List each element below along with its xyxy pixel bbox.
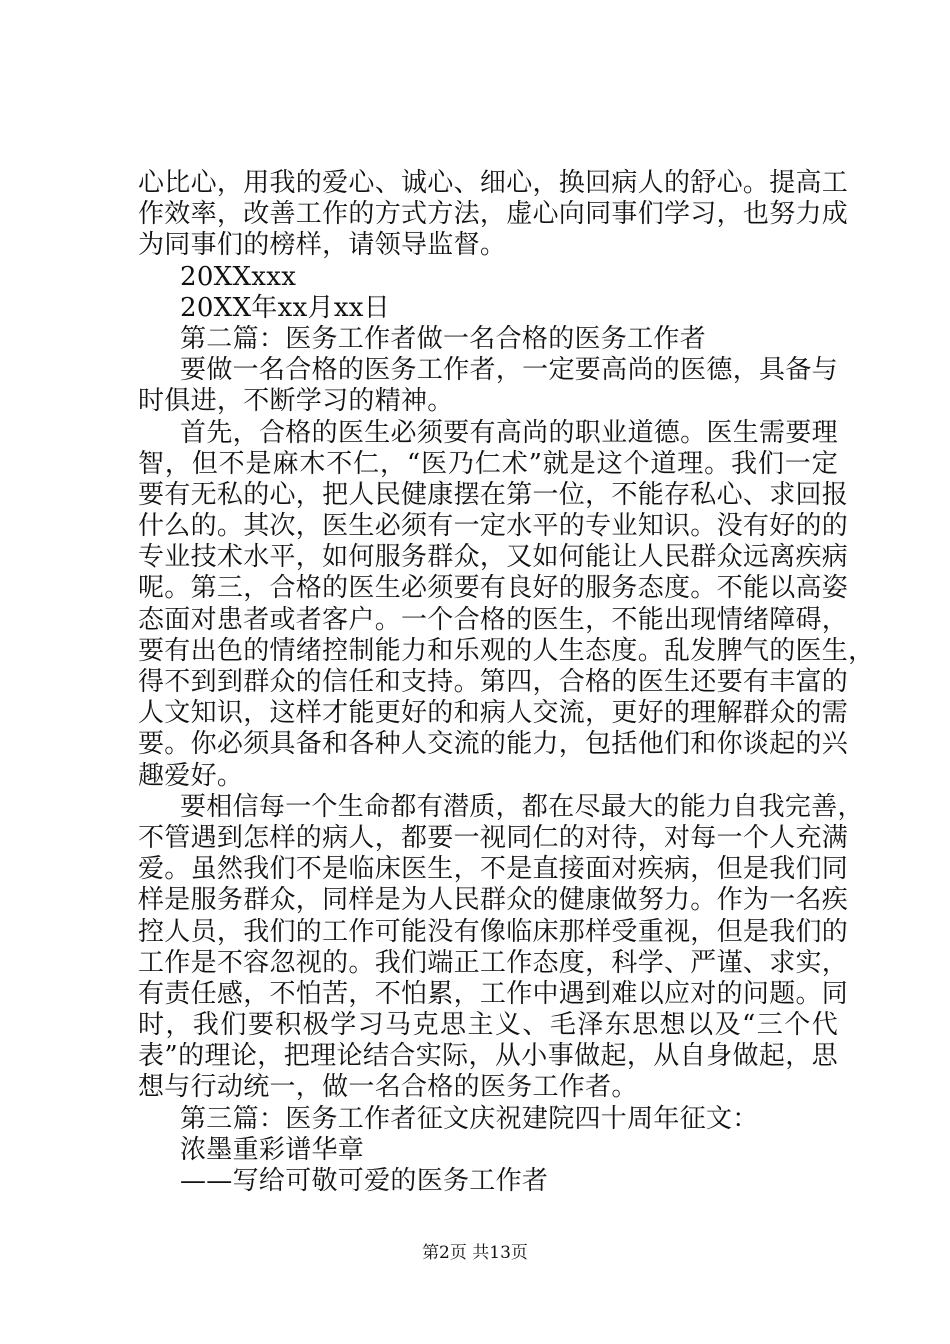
body-text bbox=[138, 168, 875, 1197]
text-line: 样是服务群众，同样是为人民群众的健康做努力。作为一名疾 bbox=[138, 885, 849, 916]
text-line: 不管遇到怎样的病人，都要一视同仁的对待，对每一个人充满 bbox=[138, 822, 849, 853]
signature-name: 20XXxxx bbox=[180, 261, 297, 292]
section-title: 第三篇：医务工作者征文庆祝建院四十周年征文： bbox=[180, 1103, 759, 1134]
text-line: 趣爱好。 bbox=[138, 760, 244, 791]
text-line: 想与行动统一，做一名合格的医务工作者。 bbox=[138, 1072, 638, 1103]
text-line: 首先，合格的医生必须要有高尚的职业道德。医生需要理 bbox=[180, 417, 838, 448]
essay-title: 浓墨重彩谱华章 bbox=[180, 1134, 365, 1165]
text-line: 呢。第三，合格的医生必须要有良好的服务态度。不能以高姿 bbox=[138, 573, 849, 604]
text-line: 得不到到群众的信任和支持。第四，合格的医生还要有丰富的 bbox=[138, 667, 849, 697]
text-line: 表”的理论，把理论结合实际，从小事做起，从自身做起，思 bbox=[138, 1041, 838, 1072]
text-line: 要相信每一个生命都有潜质，都在尽最大的能力自我完善， bbox=[180, 791, 864, 822]
essay-subtitle: ——写给可敬可爱的医务工作者 bbox=[180, 1166, 549, 1196]
text-line: 要有出色的情绪控制能力和乐观的人生态度。乱发脾气的医生， bbox=[138, 635, 875, 666]
text-line: 要做一名合格的医务工作者，一定要高尚的医德，具备与 bbox=[180, 355, 838, 386]
text-line: 什么的。其次，医生必须有一定水平的专业知识。没有好的的 bbox=[138, 511, 849, 542]
text-line: 要有无私的心，把人民健康摆在第一位，不能存私心、求回报 bbox=[138, 479, 849, 510]
text-line: 智，但不是麻木不仁，“医乃仁术”就是这个道理。我们一定 bbox=[138, 448, 838, 479]
text-line: 控人员，我们的工作可能没有像临床那样受重视，但是我们的 bbox=[138, 916, 849, 947]
text-line: 爱。虽然我们不是临床医生，不是直接面对疾病，但是我们同 bbox=[138, 854, 849, 885]
signature-date: 20XX年xx月xx日 bbox=[180, 292, 391, 323]
text-line: 为同事们的榜样，请领导监督。 bbox=[138, 230, 507, 261]
text-line: 时俱进，不断学习的精神。 bbox=[138, 386, 454, 417]
text-line: 工作是不容忽视的。我们端正工作态度，科学、严谨、求实， bbox=[138, 947, 849, 978]
text-line: 作效率，改善工作的方式方法，虚心向同事们学习，也努力成 bbox=[138, 199, 849, 230]
text-line: 心比心，用我的爱心、诚心、细心，换回病人的舒心。提高工 bbox=[138, 168, 849, 198]
text-line: 态面对患者或者客户。一个合格的医生，不能出现情绪障碍， bbox=[138, 604, 849, 635]
text-line: 时，我们要积极学习马克思主义、毛泽东思想以及“三个代 bbox=[138, 1010, 838, 1041]
section-title: 第二篇：医务工作者做一名合格的医务工作者 bbox=[180, 323, 707, 354]
text-line: 人文知识，这样才能更好的和病人交流，更好的理解群众的需 bbox=[138, 698, 849, 729]
page-footer: 第2页 共13页 bbox=[422, 1243, 528, 1263]
text-line: 有责任感，不怕苦，不怕累，工作中遇到难以应对的问题。同 bbox=[138, 978, 849, 1009]
text-line: 要。你必须具备和各种人交流的能力，包括他们和你谈起的兴 bbox=[138, 729, 849, 760]
text-line: 专业技术水平，如何服务群众，又如何能让人民群众远离疾病 bbox=[138, 542, 849, 573]
